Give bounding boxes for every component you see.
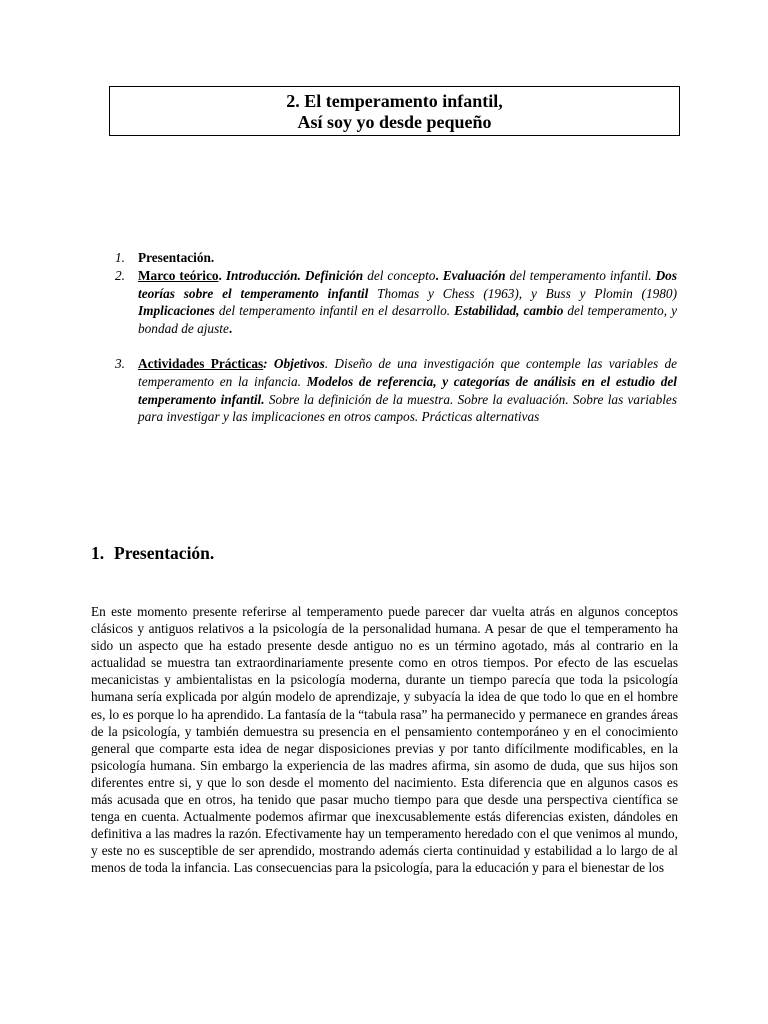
document-title-line2: Así soy yo desde pequeño bbox=[297, 112, 492, 132]
toc-text: del temperamento infantil. bbox=[505, 267, 656, 283]
body-paragraph: En este momento presente referirse al temperamento puede parecer dar vuelta atrás en algunos conceptos clásicos y antiguos relativos a la psicología de la personalidad humana. A pesar de que el temperamento ha sido un aspecto que ha estado presente desde antiguo no es un término agotado, más al contrario en la actualidad se muestra tan extraordinariamente presente como en otros tiempos. Por efecto de las escuelas mecanicistas y ambientalistas en la psicología moderna, durante un tiempo parecía que toda la psicología humana sería explicada por algún modelo de aprendizaje, y subyacía la idea de que todo lo que en el hombre es, lo es porque lo ha aprendido. La fantasía de la “tabula rasa” ha permanecido y permanece en grandes áreas de la psicología, y también demuestra su presencia en el pensamiento contemporáneo y en el conocimiento general que comparte esta idea de negar disposiciones previas y por tanto difícilmente modificables, en la psicología humana. Sin embargo la experiencia de las madres afirma, sin asomo de duda, que sus hijos son diferentes entre si, y que lo son desde el momento del nacimiento. Esta diferencia que en algunos casos es más acusada que en otros, ha tenido que pasar mucho tiempo para que desde una perspectiva científica se tenga en cuenta. Actualmente podemos afirmar que inexcusablemente estás diferencias existen, dándoles en definitiva a las madres la razón. Efectivamente hay un temperamento heredado con el que venimos al mundo, y este no es susceptible de ser aprendido, mostrando además cierta continuidad y estabilidad a lo largo de al menos de toda la infancia. Las consecuencias para la psicología, para la educación y para el bienestar de los bbox=[91, 604, 678, 876]
toc-text: Modelos de referencia, y categorías de análisis en el estudio del temperamento infantil. bbox=[138, 373, 677, 407]
toc-text: . bbox=[228, 321, 233, 337]
toc-item-number: 3. bbox=[115, 355, 125, 371]
toc-text: Implicaciones bbox=[138, 303, 215, 319]
table-of-contents bbox=[112, 249, 677, 426]
toc-text: : bbox=[263, 355, 274, 371]
toc-text: Evaluación bbox=[442, 267, 506, 283]
toc-text: Sobre la definición de la muestra. Sobre la evaluación. Sobre las variables para investigar y las implicaciones en otros campos. Prácticas alternativas bbox=[138, 391, 678, 425]
toc-item-actividades-practicas bbox=[112, 355, 677, 426]
toc-text: Dos teorías sobre el temperamento infantil bbox=[138, 267, 677, 301]
toc-text: Estabilidad, cambio bbox=[454, 303, 564, 319]
toc-item-heading: Marco teórico bbox=[138, 267, 219, 283]
toc-item-number: 2. bbox=[115, 267, 125, 283]
toc-item-number: 1. bbox=[115, 250, 125, 265]
section-number: 1. bbox=[91, 543, 105, 563]
section-title: Presentación. bbox=[114, 543, 215, 563]
toc-item-label: Presentación. bbox=[138, 250, 215, 265]
toc-text: . bbox=[435, 267, 443, 283]
toc-text: del temperamento infantil en el desarrollo. bbox=[214, 303, 455, 319]
document-title-box bbox=[109, 86, 680, 136]
toc-text: Objetivos bbox=[273, 355, 325, 371]
toc-item-heading: Actividades Prácticas bbox=[138, 355, 264, 371]
section-heading bbox=[91, 543, 214, 564]
toc-item-presentacion bbox=[112, 249, 677, 267]
document-title-line1: 2. El temperamento infantil, bbox=[286, 91, 503, 111]
toc-text: Introducción. Definición bbox=[225, 267, 364, 283]
toc-text: del concepto bbox=[363, 267, 436, 283]
toc-text: Thomas y Chess (1963), y Buss y Plomin (1980) bbox=[368, 285, 677, 301]
toc-item-marco-teorico bbox=[112, 267, 677, 338]
toc-text: del temperamento, y bondad de ajuste bbox=[138, 303, 677, 337]
toc-text: . Diseño de una investigación que contemple las variables de temperamento en la infancia. bbox=[138, 355, 677, 389]
toc-text: . bbox=[218, 267, 226, 283]
